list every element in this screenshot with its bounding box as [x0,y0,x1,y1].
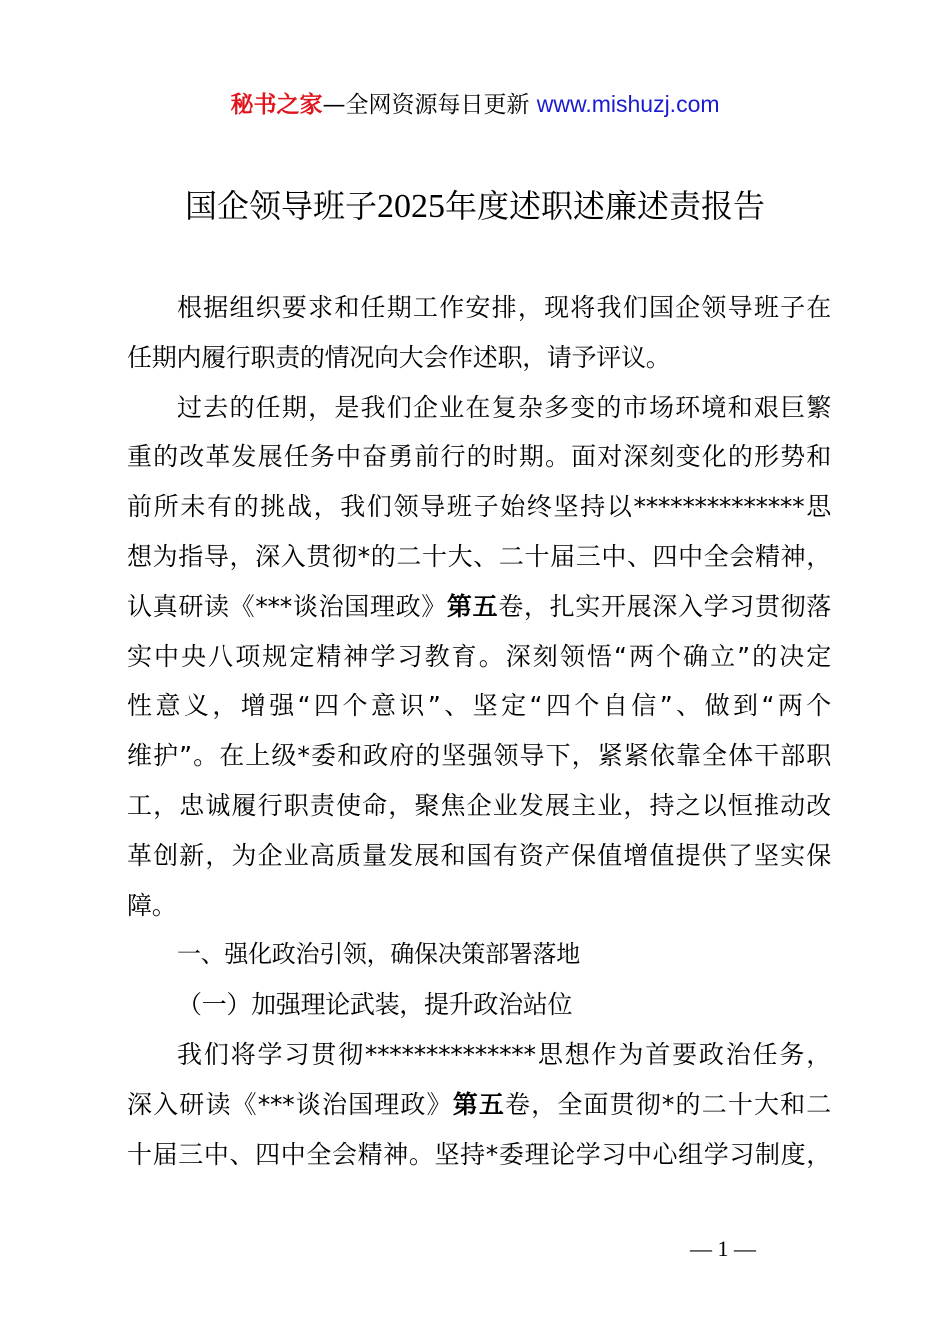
text-line: 障。 [127,890,177,920]
document-title [0,182,950,231]
paragraph-theory [127,1030,831,1179]
site-url-link[interactable]: www.mishuzj.com [536,91,720,117]
page-number: — 1 — [690,1236,756,1261]
text-line [127,1080,831,1130]
subsection-heading: （一）加强理论武装，提升政治站位 [177,990,573,1020]
title-year: 2025 [377,188,445,225]
text-line: 想为指导，深入贯彻*的二十大、二十届三中、四中全会精神， [127,541,831,571]
text-line: 维护”。在上级*委和政府的坚强领导下，紧紧依靠全体干部职 [127,741,831,771]
document-body [127,283,831,1179]
text-line: 根据组织要求和任期工作安排，现将我们国企领导班子在 [177,293,831,322]
bold-text: 第五 [452,1089,506,1119]
paragraph-overview [127,383,831,931]
title-prefix: 国企领导班子 [184,187,377,225]
text-line: 重的改革发展任务中奋勇前行的时期。面对深刻变化的形势和 [127,442,831,472]
text-span: 卷，扎实开展深入学习贯彻落 [498,591,831,621]
paragraph-intro [127,283,831,383]
text-span: 卷，全面贯彻*的二十大和二 [505,1089,832,1119]
brand-name: 秘书之家 [230,92,323,118]
text-line: 前所未有的挑战，我们领导班子始终坚持以**************思 [127,492,831,522]
text-line: 十届三中、四中全会精神。坚持*委理论学习中心组学习制度， [127,1139,831,1169]
bold-text: 第五 [446,591,499,621]
text-line: 我们将学习贯彻**************思想作为首要政治任务， [177,1039,831,1069]
text-line: 革创新，为企业高质量发展和国有资产保值增值提供了坚实保 [127,840,831,870]
banner-tagline: —全网资源每日更新 [322,92,530,118]
text-line: 实中央八项规定精神学习教育。深刻领悟“两个确立”的决定 [127,641,831,671]
text-line: 任期内履行职责的情况向大会作述职，请予评议。 [127,342,671,372]
text-line: 性意义，增强“四个意识”、坚定“四个自信”、做到“两个 [127,691,831,721]
section-heading: 一、强化政治引领，确保决策部署落地 [177,940,580,969]
title-suffix: 年度述职述廉述责报告 [445,187,766,225]
site-banner [0,86,950,123]
text-span: 认真研读《***谈治国理政》 [127,591,447,621]
text-line: 过去的任期，是我们企业在复杂多变的市场环境和艰巨繁 [177,392,831,422]
text-line [127,582,831,632]
text-line: 工，忠诚履行职责使命，聚焦企业发展主业，持之以恒推动改 [127,790,831,820]
text-span: 深入研读《***谈治国理政》 [127,1089,453,1119]
